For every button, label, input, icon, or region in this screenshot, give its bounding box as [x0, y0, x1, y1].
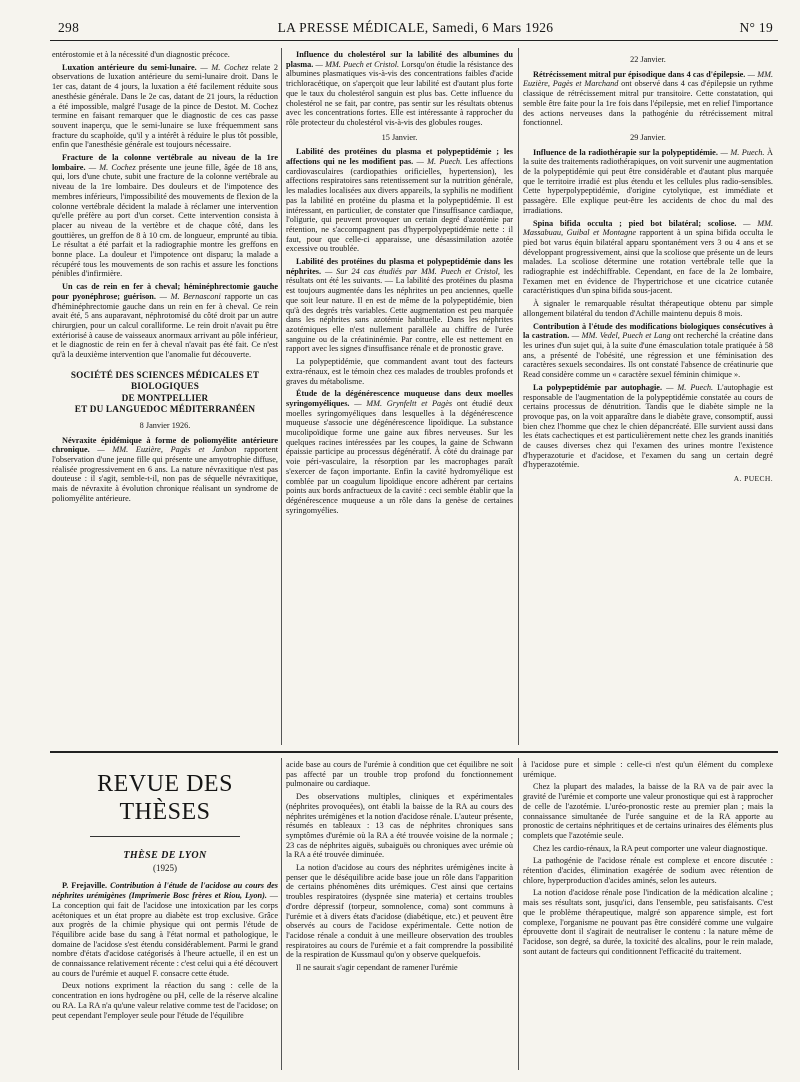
- article: [52, 63, 278, 150]
- column-divider: [518, 758, 519, 1070]
- article-title: Labilité des protéines du plasma et polypeptidémie dans les néphrites.: [286, 257, 513, 276]
- article-author: — MM. Massabuau, Guibal et Montagne: [523, 218, 773, 238]
- section-title: REVUE DES THÈSES: [97, 771, 233, 825]
- column-3: [523, 50, 773, 743]
- session-date: 15 Janvier.: [381, 132, 418, 142]
- column-1: [52, 50, 278, 743]
- article-author: — M. Puech.: [416, 157, 463, 167]
- paragraph: Des observations multiples, cliniques et expérimentales (néphrites provoquées), ont établi la baisse de la RA au cours des néphrites urémigènes et la notion d'acidose rénale. L'auteur présente, résumés en tableaux : 13 cas de néphrites chroniques sans symptômes d'urémie où la RA a été trouvée voisine de la normale ; 23 cas de néphrites aiguës, subaiguës ou chroniques avec urémie où la RA a été trouvée diminuée.: [286, 792, 513, 860]
- article-title: La polypeptidémie par autophagie.: [533, 382, 663, 392]
- article-title: Influence de la radiothérapie sur la polypeptidémie.: [533, 147, 718, 157]
- article-body: — La conception qui fait de l'acidose une intoxication par les corps acétoniques et un état propre au diabète est trop exclusive. Grâce aux progrès de la chimie physique qui ont permis l'étude de l'équilibre acide base du sang à l'état normal et pathologique, le domaine de l'acidose s'est étendu considérablement. Parmi le grand nombre d'états d'acidose catégorisés à l'heure actuelle, il en est un de connaissance relativement récente : c'est celui qui a été découvert au cours de l'urémie et auquel F. consacre cette étude.: [52, 891, 278, 978]
- article-author: — M. Bernasconi: [159, 291, 221, 301]
- article-body: relate 2 observations de luxation antérieure du semi-lunaire droit. Dans le 1er cas, datant de 4 jours, la luxation a été facilement réduite sous anesthésie générale. Dans le 2e cas, datant de 21 jours, la réduction a été impossible, malgré l'usage de la pince de Destot. M. Cochez termine en faisant remarquer que le diagnostic de ces cas passe souvent inaperçu, que le semi-lunaire se luxe fréquemment sans fracture du scaphoïde, qu'il y a intérêt à réduire le plus tôt possible, enfin que l'anesthésie générale est toujours nécessaire.: [52, 62, 278, 150]
- article: [286, 147, 513, 254]
- article: [52, 282, 278, 360]
- article-title: Spina bifida occulta ; pied bot bilatéral; scoliose.: [533, 218, 737, 228]
- header-rule: [50, 40, 778, 41]
- article-title: Fracture de la colonne vertébrale au niveau de la 1re lombaire.: [52, 153, 278, 172]
- article: [52, 153, 278, 279]
- paragraph: acide base au cours de l'urémie à condition que cet équilibre ne soit pas affecté par un trouble trop profond du fonctionnement pulmonaire ou cardiaque.: [286, 760, 513, 789]
- article: [52, 881, 278, 978]
- society-line: DE MONTPELLIER: [121, 392, 209, 403]
- article-body: À la suite des traitements radiothérapiques, on voit survenir une augmentation de la polypeptidémie qui peut être considérable et d'autant plus marquée que le territoire irradié est plus étendu et les cellules plus radio-sensibles. Cette hyperpolypeptidémie, d'origine cytolytique, est immédiate et passagère. Elle explique peut-être les accidents de choc du mal des irradiations.: [523, 147, 773, 215]
- article: [523, 322, 773, 380]
- article-body: rapportent l'observation d'une jeune fille qui présente une amyotrophie diffuse, réalisée progressivement en 6 ans. La nature névraxitique n'est pas douteuse : il s'agit, semble-t-il, non pas de séquelle névraxitique, mais de névraxite à évolution chronique réalisant un syndrome de poliomyélite antérieure.: [52, 445, 278, 503]
- column-2: [286, 50, 513, 743]
- paragraph: La notion d'acidose au cours des néphrites urémigènes incite à penser que le déséquilibre acide base joue un rôle dans l'apparition de certains phénomènes dits urémiques. C'est ainsi que certains troubles respiratoires (dyspnée sine materia) et certains troubles d'ordre dépressif (torpeur, somnolence, coma) sont communs à l'urémie et à divers états d'acidose (diabétique, etc.) et peuvent être observés au cours de l'acidose expérimentale. Cette notion de l'acidose rénale a conduit à une meilleure observation des troubles respiratoires au cours de l'urémie et a fait comprendre la possibilité de la respiration de Kussmaul qu'on y observe quelquefois.: [286, 863, 513, 960]
- article-author: — MM. Grynfeltt et Pagès: [354, 398, 453, 408]
- society-heading: [52, 370, 278, 416]
- article-body: rapporte un cas d'héminéphrectomie gauche dans un rein en fer à cheval. Ce rein avait été, 5 ans auparavant, néphrotomisé du côté droit par un autre chirurgien, pour un calcul coralliforme. Le rein droit n'avait pu être extériorisé à cause de vaisseaux anormaux arrivant au pôle inférieur, et le diagnostic de rein en fer à cheval n'avait pas été fait. Ce n'est qu'à la deuxième intervention que l'anomalie fut découverte.: [52, 291, 278, 360]
- article-author: — MM. Vedel, Puech et Lang: [571, 331, 671, 341]
- article-author: — M. Puech.: [666, 382, 714, 392]
- thesis-year: (1925): [153, 862, 177, 873]
- article-body: Lorsqu'on étudie la résistance des albumines plasmatiques vis-à-vis des concentrations faibles d'acide trichloracétique, on s'aperçoit que leur labilité est d'autant plus forte que le taux du cholestérol sanguin est plus bas. Cette influence du cholestérol ne se fait, par contre, pas sentir sur les résultats obtenus avec les concentrations fortes. Elle est intéressante à rapprocher du rôle protecteur du cholestérol vis-à-vis des globules rouges.: [286, 59, 513, 127]
- paragraph: À signaler le remarquable résultat thérapeutique obtenu par simple allongement bilatéral du tendon d'Achille maintenu depuis 8 mois.: [523, 299, 773, 318]
- paragraph: Il ne saurait s'agir cependant de ramener l'urémie: [296, 963, 458, 973]
- article: [523, 219, 773, 297]
- article-title: Luxation antérieure du semi-lunaire.: [62, 62, 197, 72]
- article-body: ont observé dans 4 cas d'épilepsie un rythme classique de rétrécissement mitral pur transitoire. Cette constatation, qui semble être faite pour la 1re fois dans l'épilepsie, met en relief l'importance des actions nerveuses dans la pathogénie du rétrécissement mitral fonctionnel.: [523, 79, 773, 128]
- article-author: — MM. Euzière, Pagès et Janbon: [97, 445, 237, 455]
- paragraph: La pathogénie de l'acidose rénale est complexe et encore discutée : rétention d'acides, élimination exagérée de sodium avec rétention de chlore, hyperproduction d'acides aminés, selon les auteurs.: [523, 856, 773, 885]
- society-line: SOCIÉTÉ DES SCIENCES MÉDICALES ET BIOLOGIQUES: [70, 369, 260, 392]
- column-4: [52, 760, 278, 1070]
- page-number: 298: [58, 20, 80, 35]
- column-6: [523, 760, 773, 1070]
- article-author: — Sur 24 cas étudiés par MM. Puech et Cristol,: [324, 266, 500, 276]
- article-title: Influence du cholestérol sur la labilité des albumines du plasma.: [286, 50, 513, 69]
- article-author: — M. Cochez: [200, 62, 249, 72]
- session-date: 29 Janvier.: [630, 132, 666, 142]
- paragraph: Chez les cardio-rénaux, la RA peut comporter une valeur diagnostique.: [533, 843, 768, 853]
- article: [523, 148, 773, 216]
- article-title: Contribution à l'étude de l'acidose au cours des néphrites urémigènes (Imprimerie Bosc frères et Riou, Lyon).: [52, 881, 278, 901]
- article-body: ont recherché la créatine dans les urines d'un sujet qui, à la suite d'une émasculation totale pratiquée à 58 ans, a présenté de l'obésité, une régression et une féminisation des caractères sexuels secondaires. Ils ont constaté l'absence de créatinurie que Read considère comme un « caractère sexuel féminin chimique ».: [523, 331, 773, 380]
- title-rule: [90, 836, 240, 837]
- signature: A. PUECH.: [733, 474, 773, 484]
- article: [523, 383, 773, 470]
- article-author: — M. Cochez: [88, 162, 136, 172]
- paragraph: Chez la plupart des malades, la baisse de la RA va de pair avec la gravité de l'urémie et comporte une valeur pronostique qui est à rapprocher de celle de l'azotémie. L'uréo-pronostic reste au premier plan ; mais la connaissance simultanée de l'urée sanguine et de la RA apporte au pronostic de certains néphritiques et de certains urinaires des éléments plus complets que l'azotémie seule.: [523, 782, 773, 840]
- article-body: ont étudié deux moelles syringomyéliques dans lesquelles à la dégénérescence muqueuse s'associe une dégénérescence lipoïdique. La substance mucolipoïdique forme une gaine aux fibres nerveuses. Sur les quelques racines intéressées par les coupes, la gaine de Schwann épaissie participe au processus dégénératif. À côté du drainage par voie péri-vasculaire, la résorption par les macrophages paraît s'exercer de façon importante. Enfin la cavité hydromyélique est comblée par un coagulum lipoïdique encore adhérent par certains points aux bords anfractueux de la cavité : ceci semble établir que la dégénérescence muqueuse a un rôle dans la genèse de certaines syringomyélies.: [286, 398, 513, 515]
- article-author: — MM. Puech et Cristol.: [315, 59, 400, 69]
- session-date: 8 Janvier 1926.: [139, 420, 191, 430]
- issue-number: N° 19: [739, 20, 773, 35]
- article-title: Étude de la dégénérescence muqueuse dans deux moelles syringomyéliques.: [286, 389, 513, 408]
- article-body: Les affections cardiovasculaires (cardiopathies orificielles, hypertension), les affections respiratoires sans retentissement sur la nutrition générale, les maladies localisées aux divers appareils, la syphilis ne modifient pas la labilité en protéine du plasma et la polypeptidémie. Il est intéressant, en particulier, de constater que l'insuffisance cardiaque, l'oligurie, qui peuvent provoquer un certain degré d'azotémie par rétention, ne s'accompagnent pas d'hyperpolypeptidémie nette : il faut, pour que celle-ci apparaisse, une désassimilation azotée excessive ou troublée.: [286, 157, 513, 254]
- article: [523, 70, 773, 128]
- journal-title: LA PRESSE MÉDICALE, Samedi, 6 Mars 1926: [277, 20, 554, 35]
- article: [286, 257, 513, 354]
- article-title: Rétrécissement mitral pur épisodique dans 4 cas d'épilepsie.: [533, 69, 746, 79]
- paragraph: La polypeptidémie, que commandent avant tout des facteurs extra-rénaux, est le témoin chez ces malades de troubles profonds et graves du métabolisme.: [286, 357, 513, 386]
- paragraph: La notion d'acidose rénale pose l'indication de la médication alcaline ; mais ses résultats sont, jusqu'ici, dans l'ensemble, peu satisfaisants. C'est que le problème thérapeutique, malgré son apparence simple, est fort complexe, l'organisme ne pouvant pas être considéré comme une vulgaire éprouvette dont il s'agirait de neutraliser le contenu : la nature même de l'acidose, son degré, sa durée, la toxicité des alcalins, pour le rein malade, sont autant de facteurs qui conditionnent l'efficacité du traitement.: [523, 888, 773, 956]
- society-line: ET DU LANGUEDOC MÉDITERRANÉEN: [74, 404, 256, 415]
- section-rule: [50, 751, 778, 753]
- article-body: présente une jeune fille, âgée de 18 ans, qui, lors d'une chute, subit une fracture de la colonne vertébrale au niveau de la 1re lombaire. Des douleurs et de l'impotence des membres inférieurs, l'impossibilité des mouvements de flexion de la colonne vertébrale décident la malade à réclamer une intervention qu'elle préfère au port d'un corset. Cette intervention consista à placer au niveau de la vertèbre et de chaque côté, dans les gouttières, un greffon de 8 à 10 cm. de longueur, emprunté au tibia. Le résultat a été parfait et la radiographie montre les greffons en bonne place. La douleur et l'impotence ont disparu; la malade a récupéré tous les mouvements de son rachis et assure les fonctions pénibles d'infirmière.: [52, 162, 278, 279]
- article-title: Névraxite épidémique à forme de poliomyélite antérieure chronique.: [52, 435, 278, 455]
- session-date: 22 Janvier.: [630, 55, 666, 64]
- article: [286, 389, 513, 515]
- article-title: Labilité des protéines du plasma et polypeptidémie ; les affections qui ne les modifient pas.: [286, 147, 513, 167]
- article: [286, 50, 513, 128]
- column-5: [286, 760, 513, 1070]
- article-body: L'autophagie est responsable de l'augmentation de la polypeptidémie constatée au cours de certains processus de dénutrition. Tandis que le diabète simple ne la provoque pas, on la voit apparaître dans le diabète grave, consomptif, aussi bien chez l'homme que chez le chien dépancréaté. Elle survient aussi dans les états cachectiques et est particulièrement nette chez les grands inanitiés de causes diverses chez qui l'examen des urines montre l'existence d'hyperazoturie et d'acidose, et l'examen du sang un certain degré d'hyperazotémie.: [523, 382, 773, 470]
- column-divider: [281, 48, 282, 745]
- article-author: — MM. Euzière, Pagès et Marchand: [523, 69, 773, 89]
- article-title: Contribution à l'étude des modifications biologiques consécutives à la castration.: [523, 321, 773, 341]
- paragraph: à l'acidose pure et simple : celle-ci n'est qu'un élément du complexe urémique.: [523, 760, 773, 779]
- article-author: — M. Puech.: [720, 147, 765, 157]
- thesis-heading: THÈSE DE LYON: [123, 850, 207, 861]
- article-body: rapportent à un spina bifida occulta le pied bot varus équin bilatéral apparu spontanément vers 3 ou 4 ans et se développant progressivement, ainsi que la scoliose que présente un de leurs malades. La scoliose détermine une rotation vertébrale telle que la radiographie est indéchiffrable. Cependant, en face de la 2e lombaire, l'examen met en évidence de l'hypertrichose et une cicatrice cutanée caractéristiques d'un spina bifida sous-jacent.: [523, 228, 773, 296]
- column-divider: [518, 48, 519, 745]
- article-title: Un cas de rein en fer à cheval; héminéphrectomie gauche pour pyonéphrose; guérison.: [52, 282, 278, 301]
- article-body: les résultats ont été les suivants. — La labilité des protéines du plasma est toujours augmentée dans les néphrites un peu anciennes, quelle que soit leur nature. Il en est de même de la polypeptidémie, bien qu'à des degrés très variables. Cette augmentation est peu marquée dans les néphrites sans azotémie habituelle. Dans les néphrites azotémiques elle n'est nullement parallèle au chiffre de l'urée sanguine ou de la créatininémie. Par contre, elle est nettement en rapport avec les signes d'insuffisance rénale et de pronostic grave.: [286, 266, 513, 354]
- running-header: [58, 20, 773, 38]
- column-divider: [281, 758, 282, 1070]
- article: [52, 436, 278, 504]
- paragraph: entérostomie et à la nécessité d'un diagnostic précoce.: [52, 50, 230, 59]
- article-author: P. Frejaville.: [62, 881, 108, 891]
- paragraph: Deux notions expriment la réaction du sang : celle de la concentration en ions hydrogène ou pH, celle de la réserve alcaline ou RA. La RA n'a qu'une valeur relative comme test de l'acidose; on peut cependant l'employer seule pour l'étude de l'équilibre: [52, 981, 278, 1020]
